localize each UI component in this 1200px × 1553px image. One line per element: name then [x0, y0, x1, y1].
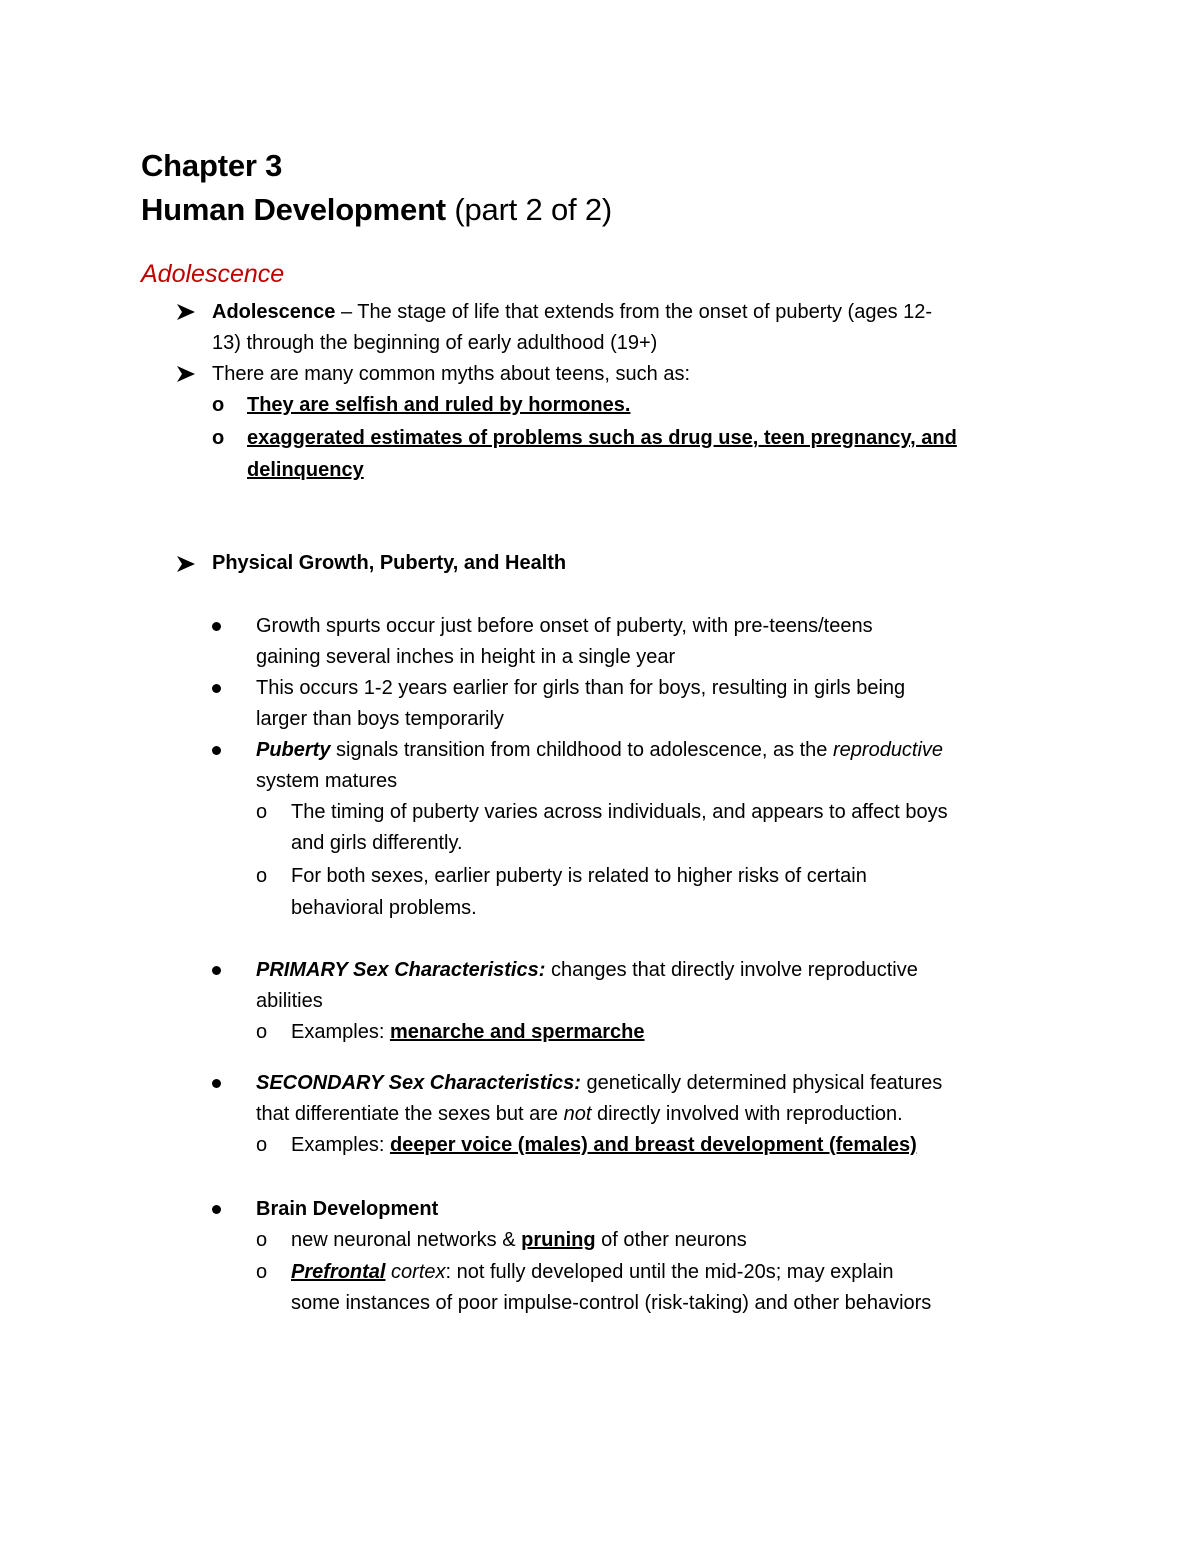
primary-examples-value: menarche and spermarche — [389, 1021, 645, 1043]
pruning-b: of other neurons — [601, 1229, 747, 1251]
girls-earlier-line2: larger than boys temporarily — [256, 708, 504, 730]
prefrontal-text: : not fully developed until the mid-20s; may explain — [445, 1261, 894, 1283]
secondary-text: genetically determined physical features — [586, 1072, 943, 1094]
primary-examples — [291, 1020, 645, 1044]
circle-bullet-icon: o — [256, 1021, 268, 1043]
filled-dot-bullet-icon — [212, 622, 221, 631]
filled-dot-bullet-icon — [212, 1079, 221, 1088]
section-title: Adolescence — [141, 260, 285, 288]
prefrontal-line1 — [291, 1260, 894, 1284]
secondary-line1 — [256, 1071, 942, 1095]
prefrontal-term: Prefrontal — [291, 1261, 386, 1283]
puberty-text: signals transition from childhood to adolescence, as the — [336, 739, 828, 761]
circle-bullet-icon: o — [256, 1134, 268, 1156]
title-bold: Human Development — [141, 192, 446, 227]
secondary-line2-b: directly involved with reproduction. — [597, 1103, 903, 1125]
filled-dot-bullet-icon — [212, 684, 221, 693]
circle-bullet-icon: o — [256, 865, 268, 887]
secondary-term: SECONDARY Sex Characteristics: — [256, 1072, 581, 1094]
myths-intro: There are many common myths about teens, such as: — [212, 363, 690, 385]
filled-dot-bullet-icon — [212, 966, 221, 975]
timing-line1: The timing of puberty varies across individuals, and appears to affect boys — [291, 801, 948, 823]
physical-growth-heading: Physical Growth, Puberty, and Health — [212, 552, 567, 574]
chapter-heading — [141, 148, 282, 184]
secondary-examples-value: deeper voice (males) and breast development (females) — [389, 1134, 917, 1156]
timing-line2: and girls differently. — [291, 832, 463, 854]
secondary-not: not — [563, 1103, 592, 1125]
chapter-label: Chapter 3 — [141, 148, 283, 183]
adolescence-definition-line2: 13) through the beginning of early adulthood (19+) — [212, 332, 658, 354]
both-sexes-line2: behavioral problems. — [291, 897, 477, 919]
myth-selfish: They are selfish and ruled by hormones. — [247, 394, 631, 416]
secondary-line2-a: that differentiate the sexes but are — [256, 1103, 559, 1125]
primary-term: PRIMARY Sex Characteristics: — [256, 959, 546, 981]
puberty-line2: system matures — [256, 770, 398, 792]
primary-examples-label: Examples: — [291, 1021, 385, 1043]
primary-text: changes that directly involve reproductive — [550, 959, 918, 981]
circle-bullet-icon: o — [256, 801, 268, 823]
growth-spurts-line2: gaining several inches in height in a single year — [256, 646, 676, 668]
secondary-examples — [291, 1133, 917, 1157]
adolescence-definition-line1 — [212, 300, 932, 324]
primary-line1 — [256, 958, 918, 982]
circle-bullet-icon: o — [212, 427, 225, 449]
page-title — [141, 192, 612, 228]
pruning-line — [291, 1228, 747, 1252]
circle-bullet-icon: o — [256, 1261, 268, 1283]
cortex-word: cortex — [391, 1261, 446, 1283]
filled-dot-bullet-icon — [212, 746, 221, 755]
brain-development-heading: Brain Development — [256, 1198, 439, 1220]
arrow-bullet-icon — [176, 303, 196, 321]
adolescence-definition: – The stage of life that extends from the onset of puberty (ages 12- — [340, 301, 933, 323]
circle-bullet-icon: o — [256, 1229, 268, 1251]
arrow-bullet-icon — [176, 555, 196, 573]
title-part: (part 2 of 2) — [454, 192, 612, 227]
growth-spurts-line1: Growth spurts occur just before onset of puberty, with pre-teens/teens — [256, 615, 873, 637]
secondary-line2 — [256, 1102, 903, 1126]
pruning-term: pruning — [521, 1229, 596, 1251]
prefrontal-line2: some instances of poor impulse-control (risk-taking) and other behaviors — [291, 1292, 932, 1314]
reproductive-word: reproductive — [833, 739, 944, 761]
adolescence-term: Adolescence — [212, 301, 336, 323]
puberty-line1 — [256, 738, 943, 762]
circle-bullet-icon: o — [212, 394, 225, 416]
pruning-a: new neuronal networks & — [291, 1229, 516, 1251]
both-sexes-line1: For both sexes, earlier puberty is related to higher risks of certain — [291, 865, 867, 887]
primary-line2: abilities — [256, 990, 323, 1012]
puberty-term: Puberty — [256, 739, 331, 761]
myth-exaggerated-line2: delinquency — [247, 459, 364, 481]
filled-dot-bullet-icon — [212, 1205, 221, 1214]
arrow-bullet-icon — [176, 365, 196, 383]
secondary-examples-label: Examples: — [291, 1134, 385, 1156]
girls-earlier-line1: This occurs 1-2 years earlier for girls than for boys, resulting in girls being — [256, 677, 906, 699]
myth-exaggerated-line1: exaggerated estimates of problems such as drug use, teen pregnancy, and — [247, 427, 957, 449]
